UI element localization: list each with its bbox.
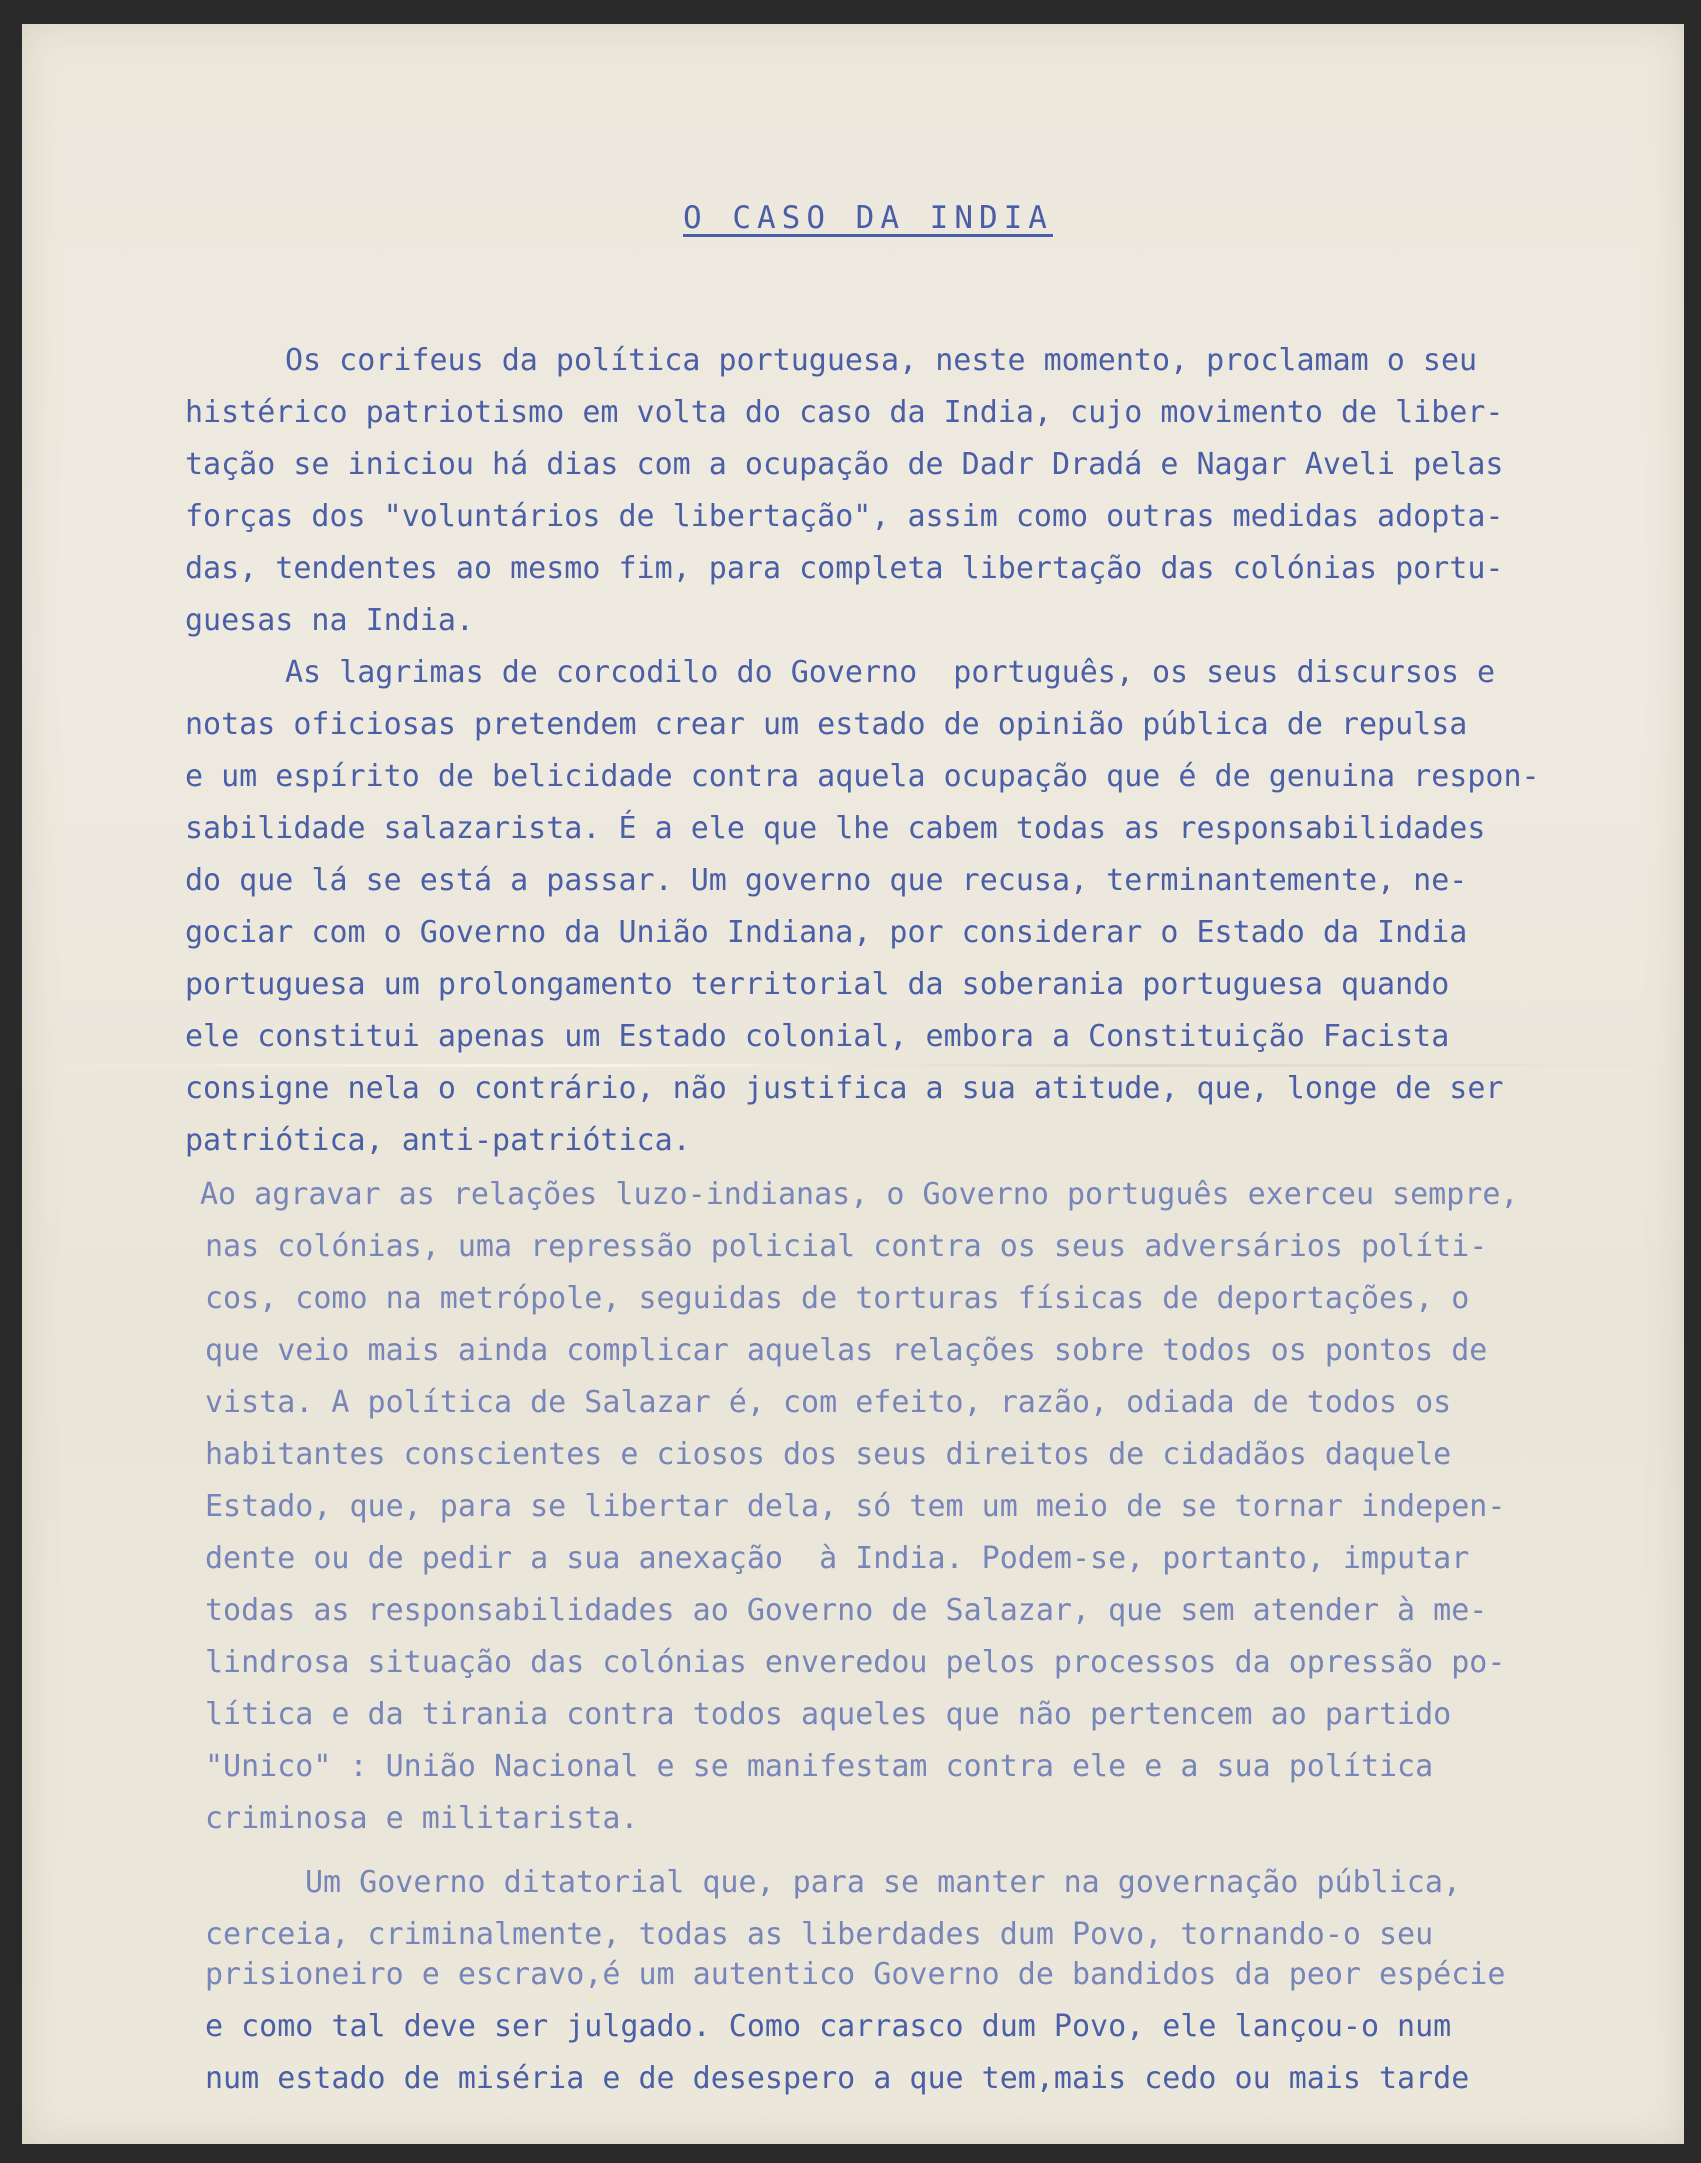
text-line: lindrosa situação das colónias enveredou pelos processos da opressão po- (205, 1645, 1506, 1680)
text-line: dente ou de pedir a sua anexação à India. Podem-se, portanto, imputar (205, 1541, 1470, 1576)
text-line: Ao agravar as relações luzo-indianas, o Governo português exerceu sempre, (200, 1177, 1519, 1212)
text-line: e como tal deve ser julgado. Como carrasco dum Povo, ele lançou-o num (205, 2009, 1452, 2044)
text-line: histérico patriotismo em volta do caso da India, cujo movimento de liber- (185, 395, 1504, 430)
text-line: e um espírito de belicidade contra aquela ocupação que é de genuina respon- (185, 759, 1540, 794)
text-line: portuguesa um prolongamento territorial da soberania portuguesa quando (185, 967, 1450, 1002)
text-line: Um Governo ditatorial que, para se manter na governação pública, (305, 1865, 1461, 1900)
paper-fold (22, 1064, 1684, 1067)
text-line: ele constitui apenas um Estado colonial, embora a Constituição Facista (185, 1019, 1450, 1054)
text-line: todas as responsabilidades ao Governo de Salazar, que sem atender à me- (205, 1593, 1488, 1628)
text-line: cos, como na metrópole, seguidas de torturas físicas de deportações, o (205, 1281, 1470, 1316)
text-line: do que lá se está a passar. Um governo que recusa, terminantemente, ne- (185, 863, 1468, 898)
text-line: vista. A política de Salazar é, com efeito, razão, odiada de todos os (205, 1385, 1452, 1420)
text-line: num estado de miséria e de desespero a que tem,mais cedo ou mais tarde (205, 2061, 1470, 2096)
text-line: criminosa e militarista. (205, 1801, 639, 1836)
text-line: Os corifeus da política portuguesa, neste momento, proclamam o seu (285, 343, 1478, 378)
text-line: nas colónias, uma repressão policial contra os seus adversários políti- (205, 1229, 1488, 1264)
text-line: tação se iniciou há dias com a ocupação de Dadr Dradá e Nagar Aveli pelas (185, 447, 1504, 482)
text-line: forças dos "voluntários de libertação", assim como outras medidas adopta- (185, 499, 1504, 534)
text-line: sabilidade salazarista. É a ele que lhe cabem todas as responsabilidades (185, 811, 1486, 846)
text-line: "Unico" : União Nacional e se manifestam contra ele e a sua política (205, 1749, 1434, 1784)
text-line: que veio mais ainda complicar aquelas relações sobre todos os pontos de (205, 1333, 1488, 1368)
text-line: gociar com o Governo da União Indiana, por considerar o Estado da India (185, 915, 1468, 950)
text-line: cerceia, criminalmente, todas as liberdades dum Povo, tornando-o seu (205, 1917, 1434, 1952)
text-line: consigne nela o contrário, não justifica a sua atitude, que, longe de ser (185, 1071, 1504, 1106)
text-line: prisioneiro e escravo,é um autentico Governo de bandidos da peor espécie (205, 1957, 1506, 1992)
paper-sheet (22, 24, 1684, 2144)
text-line: patriótica, anti-patriótica. (185, 1123, 691, 1158)
document-title: O CASO DA INDIA (683, 200, 1053, 236)
text-line: Estado, que, para se libertar dela, só tem um meio de se tornar indepen- (205, 1489, 1506, 1524)
text-line: guesas na India. (185, 603, 474, 638)
text-line: notas oficiosas pretendem crear um estado de opinião pública de repulsa (185, 707, 1468, 742)
text-line: As lagrimas de corcodilo do Governo português, os seus discursos e (285, 655, 1496, 690)
text-line: das, tendentes ao mesmo fim, para completa libertação das colónias portu- (185, 551, 1504, 586)
text-line: lítica e da tirania contra todos aqueles que não pertencem ao partido (205, 1697, 1452, 1732)
text-line: habitantes conscientes e ciosos dos seus direitos de cidadãos daquele (205, 1437, 1452, 1472)
